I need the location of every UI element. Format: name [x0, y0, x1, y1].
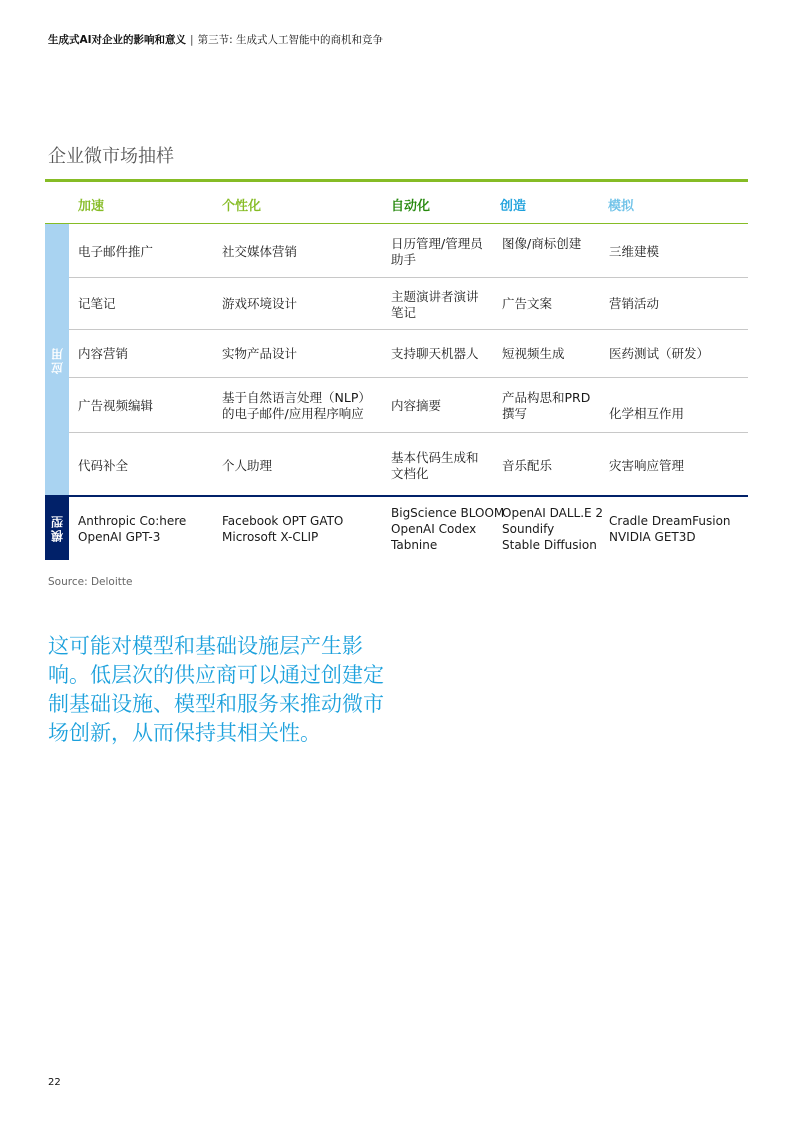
section-title: 企业微市场抽样	[48, 146, 174, 167]
cell-r4-c5: 化学相互作用	[609, 406, 685, 421]
cell-r1-c3: 日历管理/管理员 助手	[391, 236, 483, 267]
header-separator: |	[190, 34, 194, 46]
model-band	[45, 497, 69, 560]
cell-r5-c1: 代码补全	[78, 458, 129, 473]
cell-r5-c3: 基本代码生成和 文档化	[391, 450, 479, 481]
cell-r5-c4: 音乐配乐	[502, 458, 553, 473]
cell-r5-c2: 个人助理	[222, 458, 273, 473]
cell-r3-c5: 医药测试（研发）	[609, 346, 710, 361]
header-title: 生成式AI对企业的影响和意义	[48, 34, 187, 46]
callout-quote: 这可能对模型和基础设施层产生影响。低层次的供应商可以通过创建定制基础设施、模型和服务来推动微市场创新，从而保持其相关性。	[48, 634, 384, 745]
cell-r5-c5: 灾害响应管理	[609, 458, 685, 473]
cell-r3-c4: 短视频生成	[502, 346, 565, 361]
micro-market-table	[45, 179, 748, 560]
cell-r3-c2: 实物产品设计	[222, 346, 298, 361]
cell-r2-c4: 广告文案	[502, 296, 553, 311]
cell-r3-c1: 内容营销	[78, 346, 129, 361]
model-band-label: 模型	[50, 514, 65, 543]
row-divider	[69, 329, 748, 330]
cell-r2-c5: 营销活动	[609, 296, 660, 311]
table-top-rule	[45, 179, 748, 182]
cell-r1-c2: 社交媒体营销	[222, 244, 298, 259]
application-band-label: 应用	[50, 346, 65, 374]
column-header-personalize: 个性化	[222, 199, 262, 214]
models-create: OpenAI DALL.E 2 Soundify Stable Diffusion	[502, 506, 604, 552]
cell-r3-c3: 支持聊天机器人	[391, 346, 479, 361]
models-personalize: Facebook OPT GATO Microsoft X-CLIP	[222, 514, 344, 544]
source-note: Source: Deloitte	[48, 576, 133, 588]
row-divider	[69, 377, 748, 378]
application-band	[45, 224, 69, 496]
models-accelerate: Anthropic Co:here OpenAI GPT-3	[78, 514, 187, 544]
cell-r1-c4: 图像/商标创建	[502, 236, 582, 251]
models-simulate: Cradle DreamFusion NVIDIA GET3D	[609, 514, 731, 544]
header-section: 第三节: 生成式人工智能中的商机和竞争	[197, 34, 383, 46]
row-divider	[69, 432, 748, 433]
cell-r4-c4: 产品构思和PRD 撰写	[502, 390, 591, 421]
running-header	[48, 32, 383, 47]
header-bottom-rule	[45, 223, 748, 224]
cell-r2-c2: 游戏环境设计	[222, 296, 298, 311]
row-divider	[69, 277, 748, 278]
page-number: 22	[48, 1077, 61, 1088]
cell-r4-c1: 广告视频编辑	[78, 398, 154, 413]
cell-r1-c1: 电子邮件推广	[78, 244, 154, 259]
column-header-accelerate: 加速	[78, 199, 105, 214]
cell-r2-c1: 记笔记	[78, 296, 116, 311]
cell-r4-c3: 内容摘要	[391, 398, 442, 413]
models-automate: BigScience BLOOM OpenAI Codex Tabnine	[391, 506, 505, 552]
column-header-simulate: 模拟	[608, 199, 635, 214]
cell-r1-c5: 三维建模	[609, 244, 660, 259]
column-header-create: 创造	[500, 199, 527, 214]
cell-r2-c3: 主题演讲者演讲 笔记	[391, 289, 479, 320]
column-header-automate: 自动化	[391, 199, 431, 214]
model-divider	[45, 495, 748, 497]
cell-r4-c2: 基于自然语言处理（NLP） 的电子邮件/应用程序响应	[222, 390, 371, 421]
